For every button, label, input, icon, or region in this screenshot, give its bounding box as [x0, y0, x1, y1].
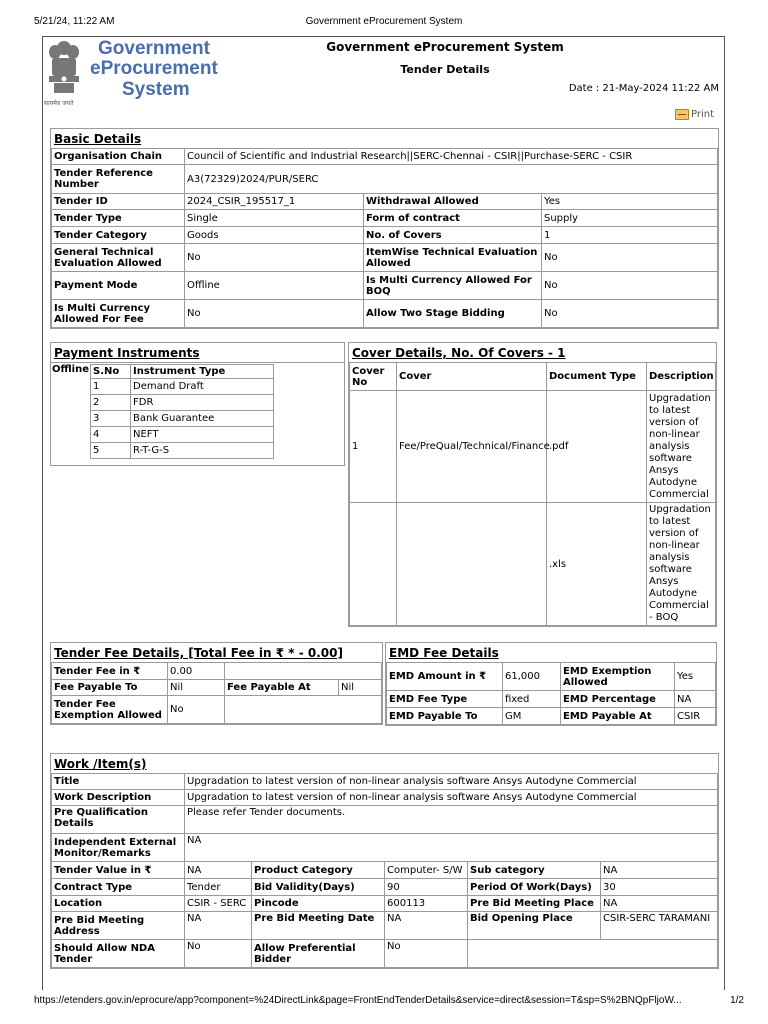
col-doc-type-header: Document Type: [547, 363, 647, 391]
print-footer: [34, 995, 744, 1006]
table-row: [52, 272, 718, 300]
emd-amount-label: EMD Amount in ₹: [387, 663, 503, 691]
instrument-type: R-T-G-S: [131, 443, 274, 459]
logo-line-1: Government: [98, 38, 210, 59]
tender-ref-value: A3(72329)2024/PUR/SERC: [185, 165, 718, 194]
instrument-sno: 1: [91, 379, 131, 395]
fee-exemption-label: Tender Fee Exemption Allowed: [52, 696, 168, 724]
bid-opening-place-value: CSIR-SERC TARAMANI: [601, 912, 718, 940]
page-url: https://etenders.gov.in/eprocure/app?component=%24DirectLink&page=FrontEndTenderDetails&service=direct&session=T&sp=S%2BNQpFljoW...: [34, 995, 682, 1006]
location-label: Location: [52, 896, 185, 912]
contract-type-label: Contract Type: [52, 879, 185, 896]
work-items-heading: Work /Item(s): [54, 757, 147, 771]
form-contract-label: Form of contract: [364, 210, 542, 227]
site-title: Government eProcurement System: [326, 40, 564, 54]
tender-fee-value: 0.00: [168, 663, 225, 680]
tender-category-value: Goods: [185, 227, 364, 244]
emd-exemption-label: EMD Exemption Allowed: [561, 663, 675, 691]
fee-exemption-value: No: [168, 696, 225, 724]
cover-name: Fee/PreQual/Technical/Finance: [397, 391, 547, 503]
work-title-value: Upgradation to latest version of non-linear analysis software Ansys Autodyne Commercial: [185, 774, 718, 790]
itemwise-eval-label: ItemWise Technical Evaluation Allowed: [364, 244, 542, 272]
instrument-type: NEFT: [131, 427, 274, 443]
payment-mode-value: Offline: [185, 272, 364, 300]
cover-no: [350, 503, 397, 626]
nda-value: No: [185, 940, 252, 968]
logo-line-2: eProcurement: [90, 58, 218, 79]
period-work-label: Period Of Work(Days): [468, 879, 601, 896]
emd-payable-at-value: CSIR: [675, 708, 716, 725]
prebid-address-value: NA: [185, 912, 252, 940]
table-row: [52, 862, 718, 879]
print-header: [34, 16, 734, 27]
multi-currency-boq-label: Is Multi Currency Allowed For BOQ: [364, 272, 542, 300]
table-row: [52, 194, 718, 210]
work-items-table: [51, 773, 718, 968]
cover-no: 1: [350, 391, 397, 503]
table-row: [52, 149, 718, 165]
table-row: [91, 411, 274, 427]
basic-details-table: [51, 148, 718, 328]
basic-details-section: [50, 128, 719, 329]
col-cover-no-header: Cover No: [350, 363, 397, 391]
prequal-label: Pre Qualification Details: [52, 806, 185, 834]
fee-payable-to-value: Nil: [168, 680, 225, 696]
prebid-date-value: NA: [385, 912, 468, 940]
nda-label: Should Allow NDA Tender: [52, 940, 185, 968]
emd-payable-to-label: EMD Payable To: [387, 708, 503, 725]
emd-type-label: EMD Fee Type: [387, 691, 503, 708]
table-row: [52, 896, 718, 912]
instrument-sno: 5: [91, 443, 131, 459]
national-emblem-icon: [44, 38, 84, 98]
table-row: [52, 227, 718, 244]
cover-details-section: [348, 342, 717, 627]
pincode-label: Pincode: [252, 896, 385, 912]
emd-exemption-value: Yes: [675, 663, 716, 691]
payment-mode-label: Payment Mode: [52, 272, 185, 300]
contract-type-value: Tender: [185, 879, 252, 896]
emd-fee-section: [385, 642, 717, 726]
table-row: [52, 940, 718, 968]
sub-category-value: NA: [601, 862, 718, 879]
table-row: [52, 210, 718, 227]
col-cover-header: Cover: [397, 363, 547, 391]
bid-validity-label: Bid Validity(Days): [252, 879, 385, 896]
emd-type-value: fixed: [503, 691, 561, 708]
iem-label: Independent External Monitor/Remarks: [52, 834, 185, 862]
prebid-place-label: Pre Bid Meeting Place: [468, 896, 601, 912]
table-row: [91, 443, 274, 459]
instrument-sno: 4: [91, 427, 131, 443]
fee-exemption-blank: [225, 696, 382, 724]
print-label: Print: [690, 109, 714, 120]
product-category-label: Product Category: [252, 862, 385, 879]
print-title: Government eProcurement System: [305, 16, 463, 27]
tender-fee-blank: [225, 663, 382, 680]
instrument-type: Demand Draft: [131, 379, 274, 395]
payment-instruments-section: [50, 342, 345, 466]
payment-mode-tag: Offline: [52, 364, 89, 375]
emblem-caption: सत्यमेव जयते: [44, 100, 74, 107]
two-stage-label: Allow Two Stage Bidding: [364, 300, 542, 328]
report-date: Date : 21-May-2024 11:22 AM: [568, 83, 719, 94]
fee-payable-at-label: Fee Payable At: [225, 680, 339, 696]
cover-description: Upgradation to latest version of non-linear analysis software Ansys Autodyne Commercial: [647, 391, 716, 503]
tender-value-value: NA: [185, 862, 252, 879]
bid-opening-place-label: Bid Opening Place: [468, 912, 601, 940]
table-row: [91, 379, 274, 395]
org-chain-value: Council of Scientific and Industrial Research||SERC-Chennai - CSIR||Purchase-SERC - CSIR: [185, 149, 718, 165]
gepnic-logo: [44, 38, 244, 108]
bid-validity-value: 90: [385, 879, 468, 896]
col-sno-header: S.No: [91, 365, 131, 379]
pincode-value: 600113: [385, 896, 468, 912]
gen-tech-eval-value: No: [185, 244, 364, 272]
tender-fee-heading: Tender Fee Details, [Total Fee in ₹ * - 0.00]: [54, 646, 343, 660]
itemwise-eval-value: No: [542, 244, 718, 272]
logo-line-3: System: [122, 79, 190, 100]
emd-payable-at-label: EMD Payable At: [561, 708, 675, 725]
tender-id-label: Tender ID: [52, 194, 185, 210]
table-row: [52, 834, 718, 862]
tender-ref-label: Tender Reference Number: [52, 165, 185, 194]
tender-fee-label: Tender Fee in ₹: [52, 663, 168, 680]
emd-fee-heading: EMD Fee Details: [389, 646, 499, 660]
emd-percent-value: NA: [675, 691, 716, 708]
cover-name: [397, 503, 547, 626]
table-row: [387, 691, 716, 708]
covers-count-value: 1: [542, 227, 718, 244]
covers-count-label: No. of Covers: [364, 227, 542, 244]
work-desc-label: Work Description: [52, 790, 185, 806]
emd-amount-value: 61,000: [503, 663, 561, 691]
instrument-type: FDR: [131, 395, 274, 411]
work-title-label: Title: [52, 774, 185, 790]
emd-table: [386, 662, 716, 725]
table-row: [91, 365, 274, 379]
table-row: [350, 363, 716, 391]
table-row: [350, 503, 716, 626]
location-value: CSIR - SERC: [185, 896, 252, 912]
prebid-date-label: Pre Bid Meeting Date: [252, 912, 385, 940]
table-row: [52, 912, 718, 940]
cover-table: [349, 362, 716, 626]
table-row: [52, 774, 718, 790]
doc-type: .xls: [547, 503, 647, 626]
prebid-place-value: NA: [601, 896, 718, 912]
table-row: [52, 790, 718, 806]
cover-details-heading: Cover Details, No. Of Covers - 1: [352, 346, 566, 360]
table-row: [387, 708, 716, 725]
work-items-section: [50, 753, 719, 969]
multi-currency-fee-label: Is Multi Currency Allowed For Fee: [52, 300, 185, 328]
table-row: [52, 806, 718, 834]
page-title: Tender Details: [400, 63, 490, 76]
table-row: [52, 879, 718, 896]
print-timestamp: 5/21/24, 11:22 AM: [34, 16, 115, 27]
multi-currency-fee-value: No: [185, 300, 364, 328]
tender-type-label: Tender Type: [52, 210, 185, 227]
cover-description: Upgradation to latest version of non-linear analysis software Ansys Autodyne Commercial - BOQ: [647, 503, 716, 626]
col-type-header: Instrument Type: [131, 365, 274, 379]
org-chain-label: Organisation Chain: [52, 149, 185, 165]
multi-currency-boq-value: No: [542, 272, 718, 300]
print-button[interactable]: [675, 109, 714, 120]
instrument-sno: 3: [91, 411, 131, 427]
table-row: [52, 300, 718, 328]
tender-category-label: Tender Category: [52, 227, 185, 244]
table-row: [91, 395, 274, 411]
page-number: 1/2: [726, 995, 744, 1006]
doc-type: .pdf: [547, 391, 647, 503]
instrument-table: [90, 364, 274, 459]
blank-cell: [468, 940, 718, 968]
withdrawal-value: Yes: [542, 194, 718, 210]
instrument-type: Bank Guarantee: [131, 411, 274, 427]
payment-instruments-heading: Payment Instruments: [51, 343, 344, 363]
tender-fee-table: [51, 662, 382, 724]
withdrawal-label: Withdrawal Allowed: [364, 194, 542, 210]
gen-tech-eval-label: General Technical Evaluation Allowed: [52, 244, 185, 272]
table-row: [387, 663, 716, 691]
table-row: [52, 696, 382, 724]
basic-details-heading: Basic Details: [54, 132, 142, 146]
tender-value-label: Tender Value in ₹: [52, 862, 185, 879]
work-desc-value: Upgradation to latest version of non-linear analysis software Ansys Autodyne Commercial: [185, 790, 718, 806]
printer-icon: [675, 109, 689, 120]
prebid-address-label: Pre Bid Meeting Address: [52, 912, 185, 940]
instrument-sno: 2: [91, 395, 131, 411]
emd-payable-to-value: GM: [503, 708, 561, 725]
table-row: [52, 680, 382, 696]
form-contract-value: Supply: [542, 210, 718, 227]
product-category-value: Computer- S/W: [385, 862, 468, 879]
tender-id-value: 2024_CSIR_195517_1: [185, 194, 364, 210]
period-work-value: 30: [601, 879, 718, 896]
tender-fee-section: [50, 642, 383, 725]
table-row: [52, 244, 718, 272]
table-row: [350, 391, 716, 503]
table-row: [52, 663, 382, 680]
preferential-bidder-label: Allow Preferential Bidder: [252, 940, 385, 968]
fee-payable-to-label: Fee Payable To: [52, 680, 168, 696]
tender-type-value: Single: [185, 210, 364, 227]
sub-category-label: Sub category: [468, 862, 601, 879]
col-description-header: Description: [647, 363, 716, 391]
table-row: [91, 427, 274, 443]
fee-payable-at-value: Nil: [339, 680, 382, 696]
preferential-bidder-value: No: [385, 940, 468, 968]
emd-percent-label: EMD Percentage: [561, 691, 675, 708]
iem-value: NA: [185, 834, 718, 862]
table-row: [52, 165, 718, 194]
prequal-value: Please refer Tender documents.: [185, 806, 718, 834]
two-stage-value: No: [542, 300, 718, 328]
